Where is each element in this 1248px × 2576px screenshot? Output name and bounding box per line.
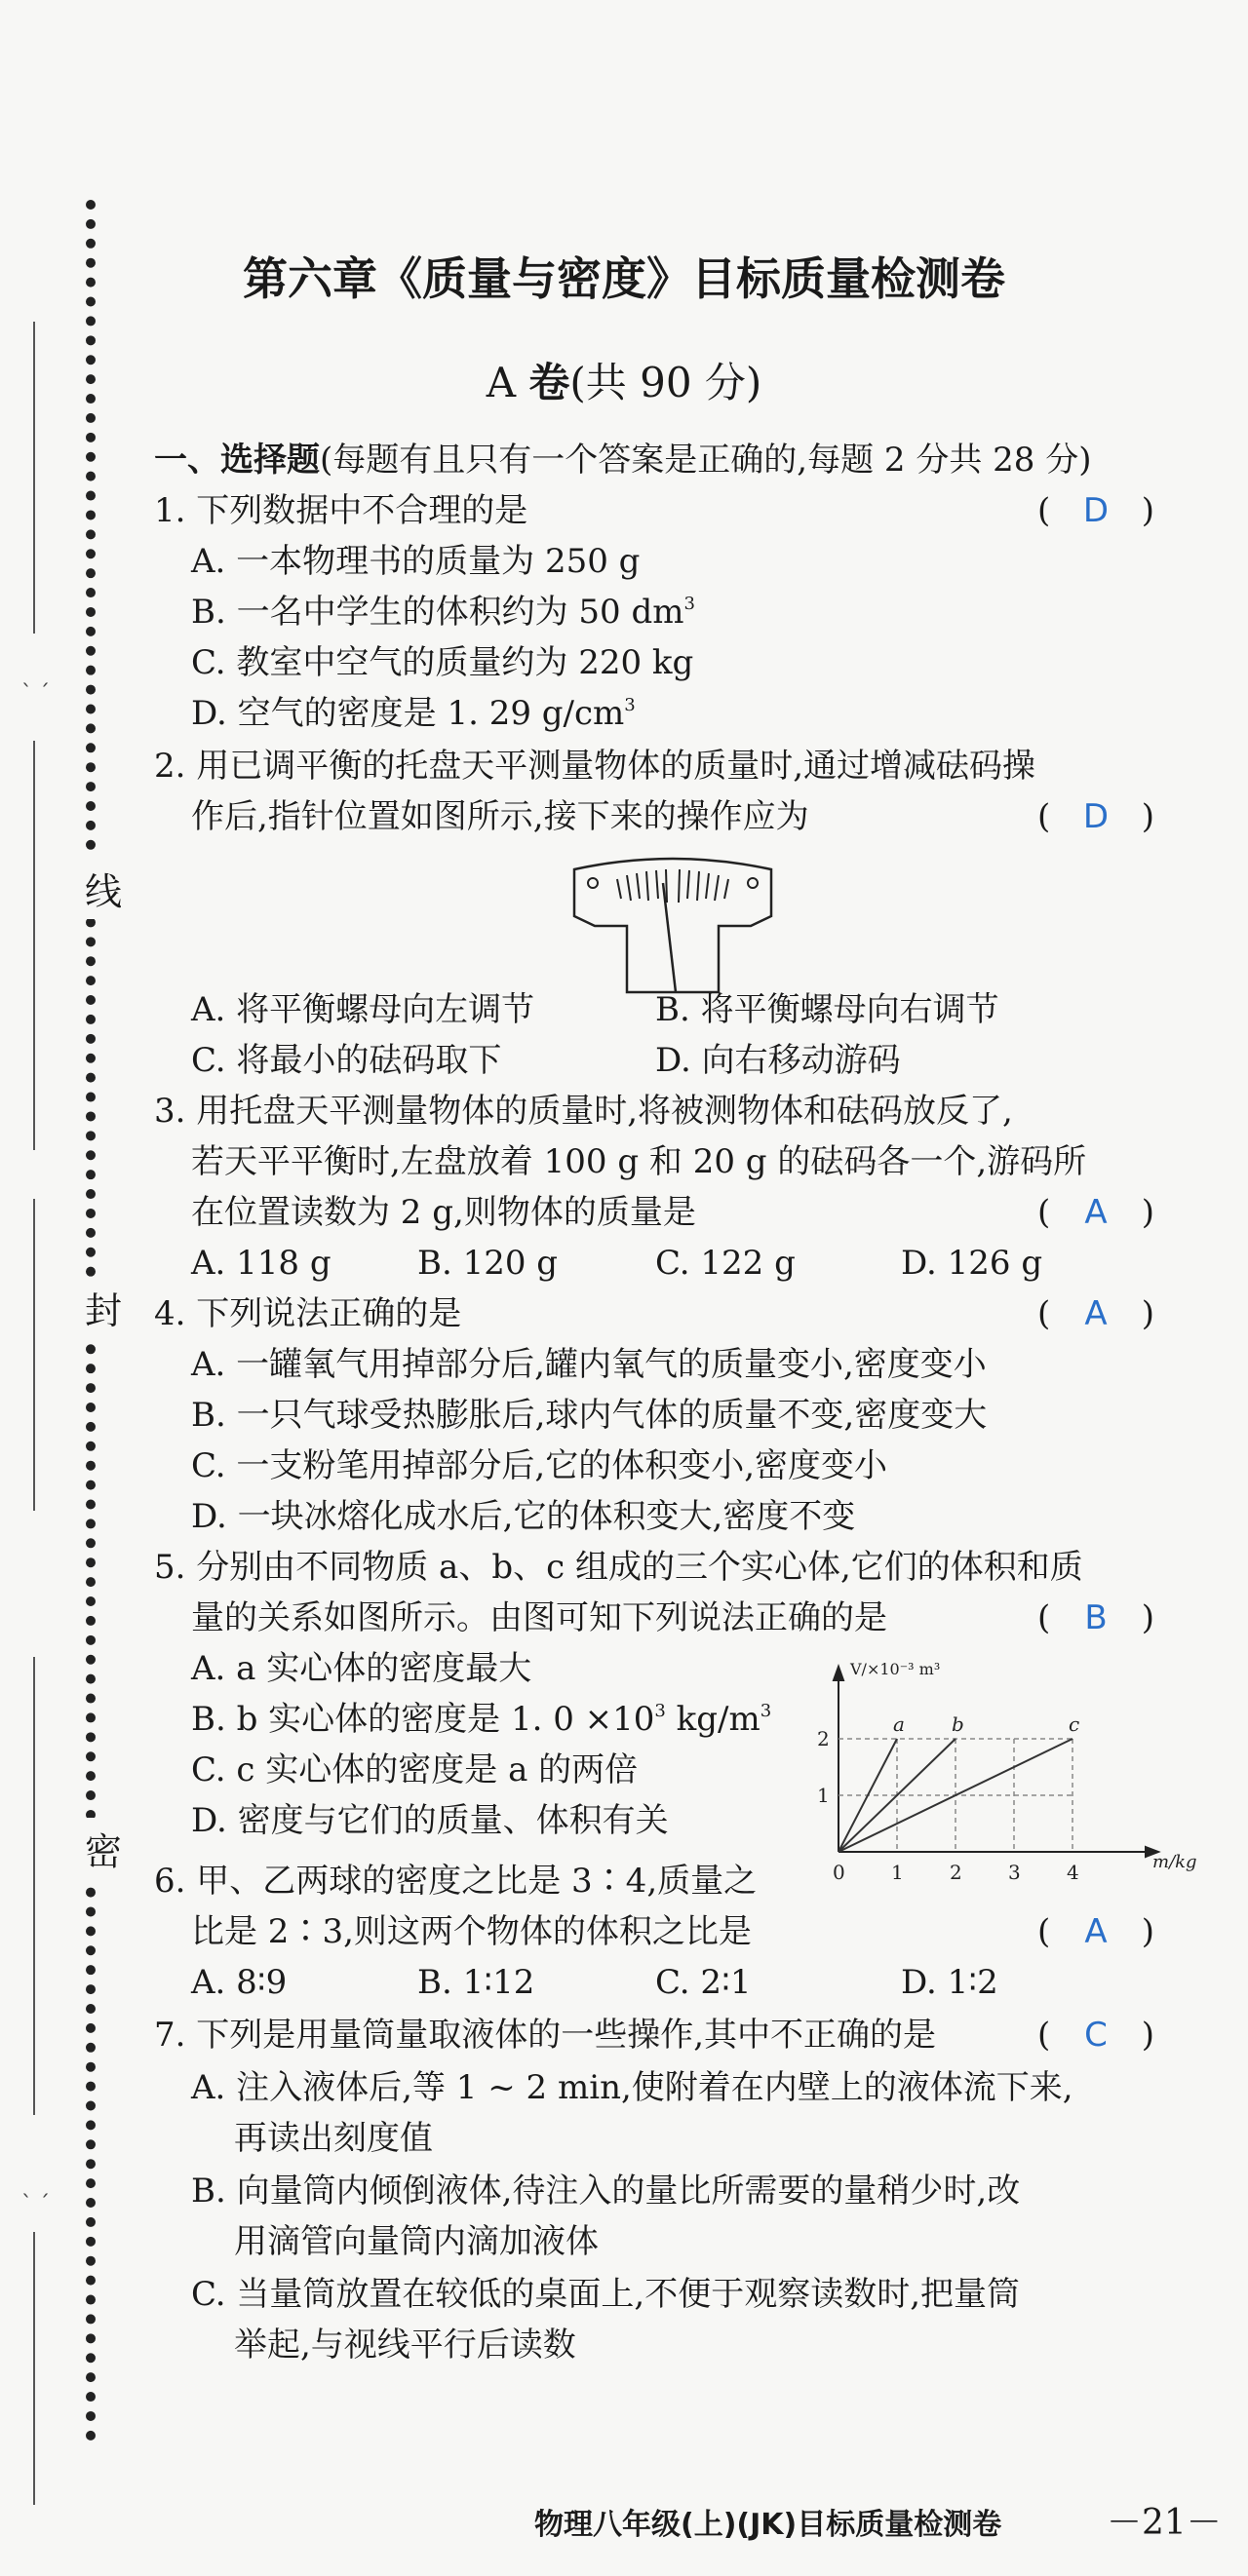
q3-stem-cont: 若天平平衡时,左盘放着 100 g 和 20 g 的砝码各一个,游码所 [191,1142,1087,1181]
q2-answer: D [1082,797,1110,836]
q1-answer-box: ( D ) [1037,491,1154,530]
page-title: 第六章《质量与密度》目标质量检测卷 [243,252,1005,305]
x-tick-label: 2 [950,1861,962,1884]
x-axis-label: m/kg [1152,1852,1197,1872]
x-tick-label: 4 [1067,1861,1079,1884]
q4-option-d: D. 一块冰熔化成水后,它的体积变大,密度不变 [191,1497,856,1536]
y-tick-label: 2 [817,1727,830,1750]
y-axis-arrow [834,1667,843,1680]
q5-answer: B [1084,1598,1108,1637]
section-heading: 一、选择题(每题有且只有一个答案是正确的,每题 2 分共 28 分) [154,441,1092,480]
q4-answer: A [1084,1294,1108,1333]
margin-rule [33,1657,35,2115]
q3-stem: 3. 用托盘天平测量物体的质量时,将被测物体和砝码放反了, [154,1092,1013,1131]
q6-option-b: B. 1∶12 [417,1963,535,2002]
margin-rule [33,2232,35,2505]
q2-stem-cont: 作后,指针位置如图所示,接下来的操作应为 [191,797,809,836]
q4-option-c: C. 一支粉笔用掉部分后,它的体积变小,密度变小 [191,1446,888,1485]
margin-rule [33,1199,35,1511]
q7-answer-box: ( C ) [1037,2016,1154,2055]
q4-answer-box: ( A ) [1037,1294,1154,1333]
q7-option-c-cont: 举起,与视线平行后读数 [234,2326,576,2365]
y-tick-label: 1 [817,1784,830,1807]
q2-answer-box: ( D ) [1037,797,1154,836]
q1-option-a: A. 一本物理书的质量为 250 g [191,542,641,581]
q3-option-d: D. 126 g [901,1244,1043,1283]
series-label-a: a [893,1712,905,1736]
balance-pointer-needle [663,883,676,992]
section-subtitle: A 卷(共 90 分) [486,359,762,406]
q7-answer: C [1084,2016,1108,2055]
q5-answer-box: ( B ) [1037,1598,1154,1637]
q2-option-a: A. 将平衡螺母向左调节 [191,990,535,1029]
q5-stem-cont: 量的关系如图所示。由图可知下列说法正确的是 [191,1598,887,1637]
q5-option-c: C. c 实心体的密度是 a 的两倍 [191,1750,639,1789]
q6-option-a: A. 8∶9 [191,1963,288,2002]
margin-mark: ˎ ˏ [21,2173,50,2198]
q7-option-b: B. 向量筒内倾倒液体,待注入的量比所需要的量稍少时,改 [191,2172,1021,2211]
page-footer: 物理八年级(上)(JK)目标质量检测卷 [534,2508,1002,2542]
q3-option-c: C. 122 g [655,1244,796,1283]
q3-option-b: B. 120 g [417,1244,559,1283]
x-tick-label: 0 [833,1861,845,1884]
margin-label-mi: 密 [82,1818,125,1879]
q5-option-d: D. 密度与它们的质量、体积有关 [191,1801,669,1840]
q7-option-b-cont: 用滴管向量筒内滴加液体 [234,2222,599,2261]
q6-option-d: D. 1∶2 [901,1963,998,2002]
y-axis-label: V/×10⁻³ m³ [850,1660,941,1678]
q7-option-c: C. 当量筒放置在较低的桌面上,不便于观察读数时,把量筒 [191,2275,1021,2314]
q7-stem: 7. 下列是用量筒量取液体的一些操作,其中不正确的是 [154,2016,937,2055]
q6-stem-cont: 比是 2∶3,则这两个物体的体积之比是 [191,1912,752,1951]
q3-option-a: A. 118 g [191,1244,332,1283]
series-label-b: b [952,1712,964,1736]
series-label-c: c [1069,1712,1080,1736]
mass-volume-chart [809,1657,1197,1901]
margin-label-xian: 线 [82,858,125,919]
q1-option-d: D. 空气的密度是 1. 29 $g/cm^3$ [191,694,636,733]
q4-option-a: A. 一罐氧气用掉部分后,罐内氧气的质量变小,密度变小 [191,1345,987,1384]
q6-answer: A [1084,1912,1108,1951]
q2-option-b: B. 将平衡螺母向右调节 [655,990,999,1029]
q3-stem-cont2: 在位置读数为 2 g,则物体的质量是 [191,1193,696,1232]
q1-option-b: B. 一名中学生的体积约为 50 $dm^3$ [191,593,695,632]
q5-stem: 5. 分别由不同物质 a、b、c 组成的三个实心体,它们的体积和质 [154,1548,1083,1587]
q6-option-c: C. 2∶1 [655,1963,752,2002]
x-tick-label: 3 [1008,1861,1021,1884]
q5-option-b: B. b 实心体的密度是 1. $0 \times 10^3$ $kg/m^3$ [191,1700,772,1739]
q2-option-d: D. 向右移动游码 [655,1041,901,1080]
q3-answer-box: ( A ) [1037,1193,1154,1232]
q1-answer: D [1082,491,1110,530]
q5-option-a: A. a 实心体的密度最大 [191,1649,532,1688]
q3-answer: A [1084,1193,1108,1232]
q1-stem: 1. 下列数据中不合理的是 [154,491,528,530]
balance-pointer-diagram [570,856,775,1002]
q7-option-a-cont: 再读出刻度值 [234,2119,433,2158]
q4-stem: 4. 下列说法正确的是 [154,1294,462,1333]
margin-rule [33,741,35,1150]
q2-option-c: C. 将最小的砝码取下 [191,1041,502,1080]
q6-answer-box: ( A ) [1037,1912,1154,1951]
q4-option-b: B. 一只气球受热膨胀后,球内气体的质量不变,密度变大 [191,1396,988,1435]
q1-option-c: C. 教室中空气的质量约为 220 kg [191,643,694,682]
q6-stem: 6. 甲、乙两球的密度之比是 3∶4,质量之 [154,1862,758,1901]
x-tick-label: 1 [891,1861,904,1884]
q2-stem: 2. 用已调平衡的托盘天平测量物体的质量时,通过增减砝码操 [154,747,1036,786]
margin-label-feng: 封 [82,1277,125,1338]
margin-mark: ˎ ˏ [21,663,50,687]
page-number: －21－ [1107,2503,1222,2543]
q7-option-a: A. 注入液体后,等 1 ~ 2 min,使附着在内壁上的液体流下来, [191,2068,1073,2107]
